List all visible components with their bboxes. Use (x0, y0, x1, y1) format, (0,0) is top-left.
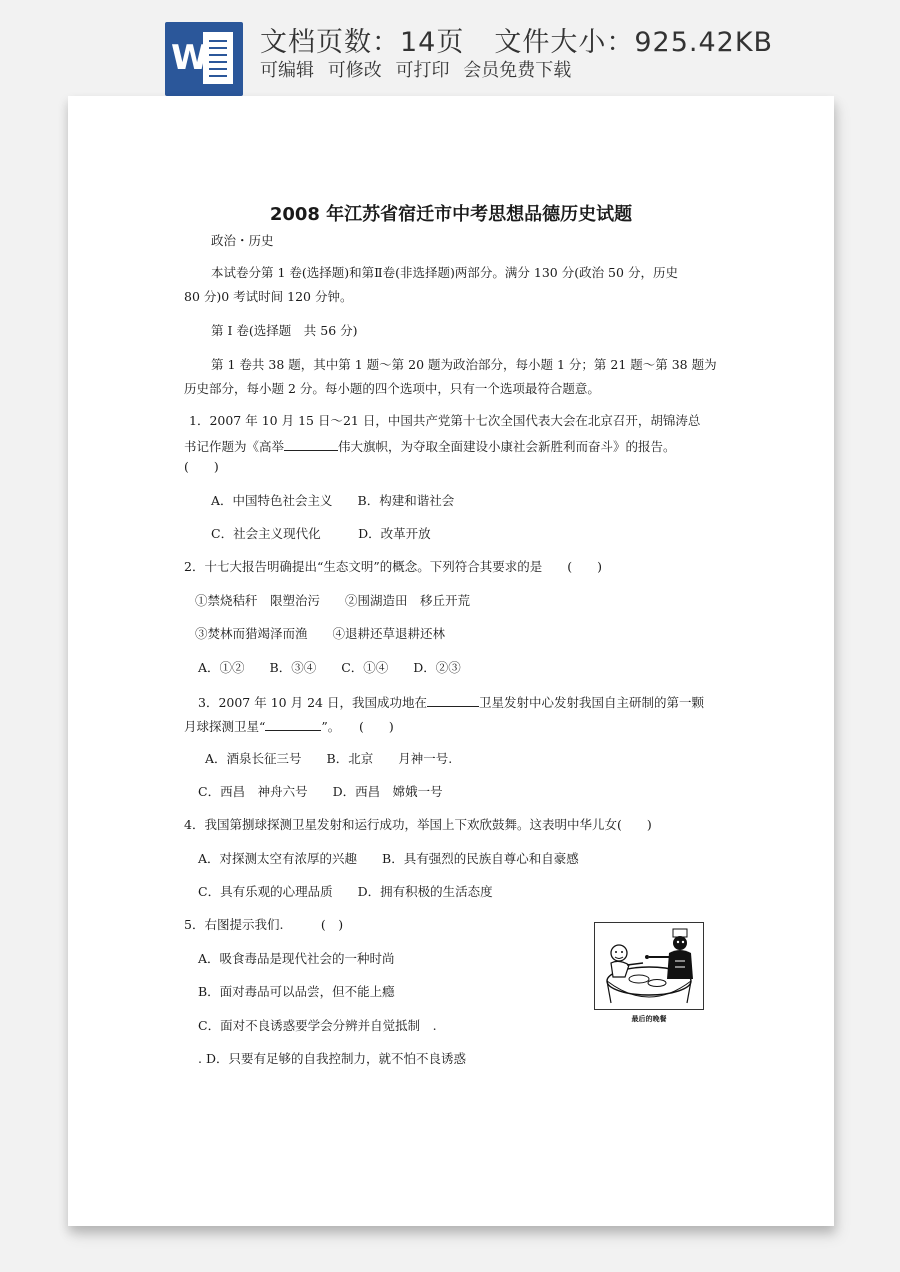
question-3-options-2: C．西昌 神舟六号 D．西昌 嫦娥一号 (198, 784, 443, 799)
question-2-options: A．①② B．③④ C．①④ D．②③ (198, 660, 461, 675)
note-line-1: 第 1 卷共 38 题，其中第 1 题～第 20 题为政治部分，每小题 1 分；第 21 题～第 38 题为 (211, 357, 717, 372)
q1-text-b: 伟大旗帜，为夺取全面建设小康社会新胜利而奋斗》的报告。 (338, 439, 676, 454)
question-1-options-2: C．社会主义现代化 D．改革开放 (211, 526, 431, 541)
section-heading: 第 I 卷(选择题 共 56 分) (211, 323, 358, 338)
question-2-items-2: ③焚林而猎竭泽而渔 ④退耕还草退耕还林 (195, 626, 446, 641)
question-1-bracket: ( ) (184, 459, 219, 474)
word-icon-letter: W (171, 38, 209, 78)
answer-blank (284, 436, 338, 451)
question-5: 5．右图提示我们. ( ) (184, 917, 344, 932)
file-size: 文件大小：925.42KB (494, 27, 774, 58)
file-meta (260, 20, 773, 59)
question-2: 2．十七大报告明确提出“生态文明”的概念。下列符合其要求的是 ( ) (184, 559, 602, 574)
question-4-options-2: C．具有乐观的心理品质 D．拥有积极的生活态度 (198, 884, 493, 899)
question-5-option-d: . D．只要有足够的自我控制力，就不怕不良诱惑 (198, 1051, 466, 1066)
feature-printable: 可打印 (395, 60, 450, 81)
question-1-options-1: A．中国特色社会主义 B．构建和谐社会 (211, 493, 455, 508)
feature-list (260, 56, 579, 82)
question-3-line-1 (198, 692, 704, 712)
question-1-line-2 (184, 436, 676, 456)
question-3-line-2 (184, 716, 394, 736)
question-5-option-b: B．面对毒品可以品尝，但不能上瘾 (198, 984, 395, 999)
question-5-option-c: C．面对不良诱惑要学会分辨并自觉抵制 . (198, 1018, 437, 1033)
feature-member-download: 会员免费下载 (463, 60, 572, 81)
document-header (0, 0, 900, 96)
feature-modifiable: 可修改 (327, 60, 382, 81)
subject-line: 政治・历史 (211, 233, 274, 248)
q3-text-c: 月球探测卫星“ (184, 719, 266, 734)
q3-text-a: 3．2007 年 10 月 24 日，我国成功地在 (198, 695, 427, 710)
q3-text-d: ”。 ( ) (321, 719, 394, 734)
page-count: 文档页数：14页 (260, 27, 465, 58)
answer-blank (265, 716, 321, 731)
question-4-options-1: A．对探测太空有浓厚的兴趣 B．具有强烈的民族自尊心和自豪感 (198, 851, 579, 866)
document-title: 2008 年江苏省宿迁市中考思想品德历史试题 (269, 204, 633, 225)
question-5-option-a: A．吸食毒品是现代社会的一种时尚 (198, 951, 395, 966)
question-4: 4．我国第捌球探测卫星发射和运行成功，举国上下欢欣鼓舞。这表明中华儿女( ) (184, 817, 652, 832)
q3-text-b: 卫星发射中心发射我国自主研制的第一颗 (478, 695, 704, 710)
question-1-line-1: 1．2007 年 10 月 15 日～21 日，中国共产党第十七次全国代表大会在北京召开，胡锦涛总 (189, 413, 701, 428)
last-supper-cartoon (594, 922, 704, 1010)
intro-line-2: 80 分)0 考试时间 120 分钟。 (184, 289, 353, 304)
question-2-items-1: ①禁烧秸秆 限塑治污 ②围湖造田 移丘开荒 (195, 593, 471, 608)
word-doc-icon (165, 22, 243, 96)
intro-line-1: 本试卷分第 1 卷(选择题)和第Ⅱ卷(非选择题)两部分。满分 130 分(政治 50 分，历史 (211, 265, 678, 280)
cartoon-caption: 最后的晚餐 (631, 1015, 667, 1023)
feature-editable: 可编辑 (260, 60, 314, 81)
question-3-options-1: A．酒泉长征三号 B．北京 月神一号. (205, 751, 453, 766)
answer-blank (427, 692, 479, 707)
note-line-2: 历史部分，每小题 2 分。每小题的四个选项中，只有一个选项最符合题意。 (184, 381, 600, 396)
q1-text-a: 书记作题为《高举 (184, 439, 285, 454)
document-page (68, 96, 834, 1226)
